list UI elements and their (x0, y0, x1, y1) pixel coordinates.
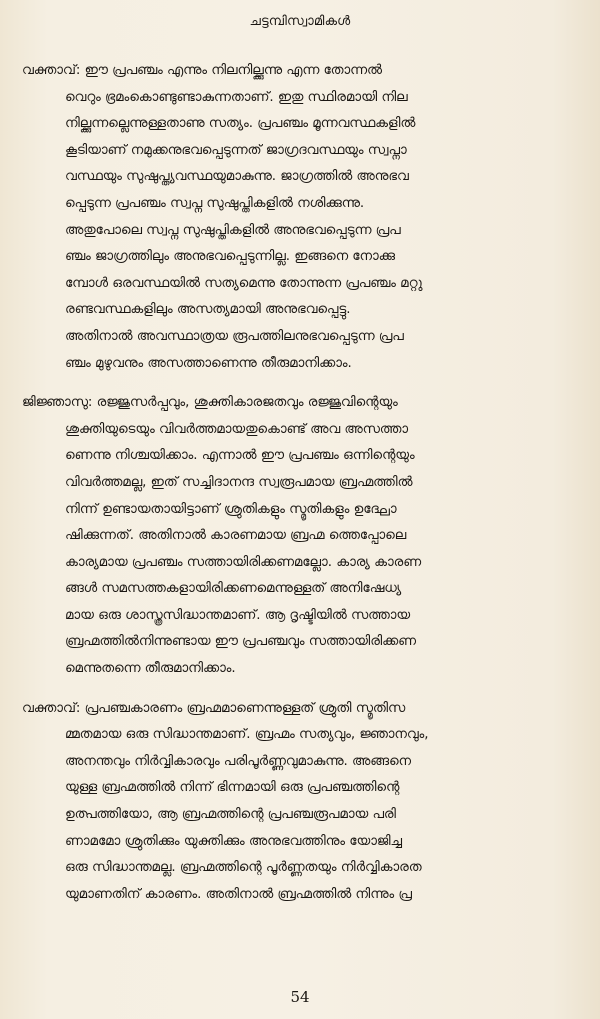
text-line: അതിനാൽ അവസ്ഥാത്രയ രൂപത്തിലനുഭവപ്പെടുന്ന പ്രപ (65, 328, 404, 344)
text-line: ങ്ങൾ സമസത്തകളായിരിക്കണമെന്നുള്ളത് അനിഷേധ്യ (65, 581, 402, 597)
text-line: മ്പോൾ ഒരവസ്ഥയിൽ സത്യമെന്നു തോന്നുന്ന പ്രപഞ്ചം മറ്റു (65, 275, 423, 291)
text-line: കൂടിയാണ് നമുക്കനുഭവപ്പെടുന്നത് ജാഗ്രദവസ്ഥയും സ്വപ്നാ (65, 142, 407, 158)
text-line: മ്മതമായ ഒരു സിദ്ധാന്തമാണ്. ബ്രഹ്മം സത്യവും, ജ്ഞാനവും, (65, 727, 429, 743)
text-line: ണെന്നു നിശ്ചയിക്കാം. എന്നാൽ ഈ പ്രപഞ്ചം ഒന്നിന്റെയും (65, 448, 415, 464)
dialogue-paragraph (22, 58, 578, 377)
speaker-label: ജിജ്ഞാസു: (22, 395, 93, 411)
speaker-label: വക്താവ്: (22, 700, 81, 716)
text-line: ശുക്തിയുടെയും വിവർത്തമായതുകൊണ്ട് അവ അസത്താ (65, 421, 409, 437)
text-line: നിന്ന് ഉണ്ടായതായിട്ടാണ് ശ്രുതികളും സ്മൃതികളും ഉദ്ഘോ (65, 501, 397, 517)
text-line: ഞ്ചം ജാഗ്രത്തിലും അനുഭവപ്പെടുന്നില്ല. ഇങ്ങനെ നോക്കു (65, 249, 395, 265)
text-line: ഞ്ചം മുഴുവനും അസത്താണെന്നു തീരുമാനിക്കാം. (65, 355, 352, 371)
paragraph-text: പ്രപഞ്ചകാരണം ബ്രഹ്മമാണെന്നുള്ളത് ശ്രുതി സ്മൃതിസ (80, 700, 406, 716)
paragraph-text: രജ്ജുസർപ്പവും, ശുക്തികാരജതവും രജ്ജുവിന്റെയും (92, 395, 398, 411)
text-line: നില്ക്കുന്നല്ലെന്നുള്ളതാണു സത്യം. പ്രപഞ്ചം മൂന്നവസ്ഥകളിൽ (65, 116, 416, 132)
paragraph-text: ഈ പ്രപഞ്ചം എന്നും നിലനില്ക്കുന്നു എന്ന തോന്നൽ (80, 63, 382, 78)
running-head: ചട്ടമ്പിസ്വാമികൾ (249, 14, 351, 29)
body-text (22, 58, 578, 921)
dialogue-paragraph (22, 696, 578, 909)
text-line: അനന്തവും നിർവ്വികാരവും പരിപൂർണ്ണവുമാകുന്നു. അങ്ങനെ (65, 753, 411, 769)
text-line: വസ്ഥയും സുഷുപ്ത്യവസ്ഥയുമാകുന്നു. ജാഗ്രത്തിൽ അനുഭവ (65, 169, 409, 185)
dialogue-paragraph (22, 390, 578, 683)
text-line: അതുപോലെ സ്വപ്ന സുഷുപ്തികളിൽ അനുഭവപ്പെടുന്ന പ്രപ (65, 222, 401, 238)
text-line: വെറും ഭ്രമംകൊണ്ടുണ്ടാകുന്നതാണ്. ഇതു സ്ഥിരമായി നില (65, 89, 408, 105)
paragraph-first-line (22, 58, 578, 85)
text-line: മായ ഒരു ശാസ്ത്രസിദ്ധാന്തമാണ്. ആ ദൃഷ്ടിയിൽ സത്തായ (65, 607, 411, 623)
paragraph-first-line (22, 696, 578, 723)
text-line: യുള്ള ബ്രഹ്മത്തിൽ നിന്ന് ഭിന്നമായി ഒരു പ്രപഞ്ചത്തിന്റെ (65, 780, 400, 796)
text-line: മെന്നുതന്നെ തീരുമാനിക്കാം. (65, 661, 236, 677)
text-line: രണ്ടവസ്ഥകളിലും അസത്യമായി അനുഭവപ്പെട്ടു. (65, 302, 351, 318)
text-line: ണാമമോ ശ്രുതിക്കും യുക്തിക്കും അനുഭവത്തിനും യോജിച്ച (65, 833, 402, 849)
text-line: ഷിക്കുന്നത്. അതിനാൽ കാരണമായ ബ്രഹ്മ ത്തെപ്പോലെ (65, 528, 407, 544)
text-line: യുമാണതിന് കാരണം. അതിനാൽ ബ്രഹ്മത്തിൽ നിന്നും പ്ര (65, 886, 412, 902)
page-number: 54 (290, 988, 310, 1006)
text-line: ഉത്പത്തിയോ, ആ ബ്രഹ്മത്തിന്റെ പ്രപഞ്ചരൂപമായ പരി (65, 807, 396, 823)
text-line: ബ്രഹ്മത്തിൽനിന്നുണ്ടായ ഈ പ്രപഞ്ചവും സത്തായിരിക്കണ (65, 634, 416, 650)
paragraph-first-line (22, 390, 578, 417)
text-line: കാര്യമായ പ്രപഞ്ചം സത്തായിരിക്കണമല്ലോ. കാര്യ കാരണ (65, 554, 421, 570)
text-line: ഒരു സിദ്ധാന്തമല്ല. ബ്രഹ്മത്തിന്റെ പൂർണ്ണതയും നിർവ്വികാരത (65, 860, 422, 876)
text-line: പ്പെടുന്ന പ്രപഞ്ചം സ്വപ്ന സുഷുപ്തികളിൽ നശിക്കുന്നു. (65, 195, 365, 211)
speaker-label: വക്താവ്: (22, 63, 81, 78)
text-line: വിവർത്തമല്ല, ഇത് സച്ചിദാനന്ദ സ്വരൂപമായ ബ്രഹ്മത്തിൽ (65, 474, 413, 490)
